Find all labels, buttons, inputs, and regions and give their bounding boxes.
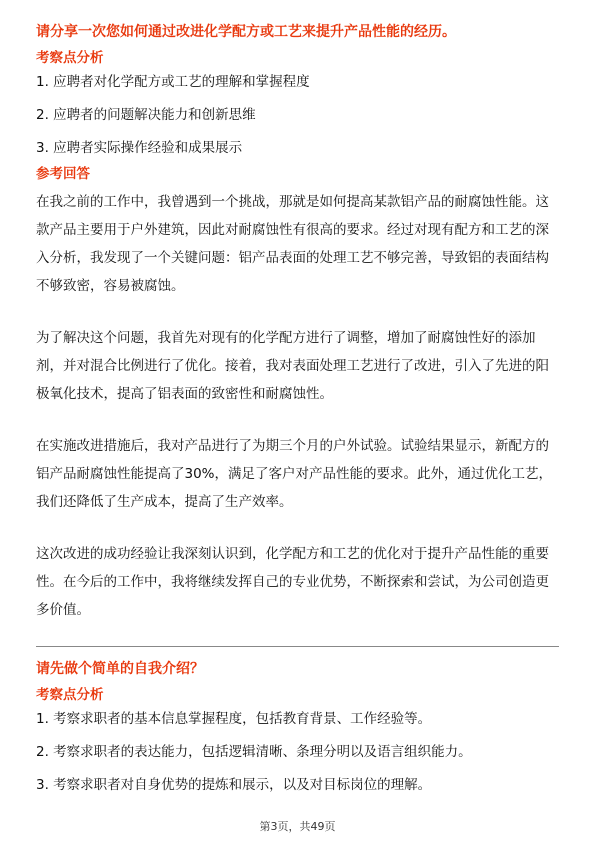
question-1-title: 请分享一次您如何通过改进化学配方或工艺来提升产品性能的经历。 (36, 24, 456, 40)
question-2-point: 3. 考察求职者对自身优势的提炼和展示，以及对目标岗位的理解。 (36, 777, 432, 793)
question-1-analysis-label: 考察点分析 (36, 50, 104, 66)
question-1-point: 1. 应聘者对化学配方或工艺的理解和掌握程度 (36, 74, 310, 90)
question-1-section (36, 22, 559, 624)
question-2-title: 请先做个简单的自我介绍？ (36, 661, 204, 677)
document-page (36, 22, 559, 795)
question-2-analysis-label: 考察点分析 (36, 687, 104, 703)
page-footer: 第3页，共49页 (259, 820, 336, 833)
answer-paragraph: 在我之前的工作中，我曾遇到一个挑战，那就是如何提高某款铝产品的耐腐蚀性能。这款产品主要用于户外建筑，因此对耐腐蚀性有很高的要求。经过对现有配方和工艺的深入分析，我发现了一个关键问题：铝产品表面的处理工艺不够完善，导致铝的表面结构不够致密，容易被腐蚀。 (36, 194, 549, 294)
question-1-answer-label: 参考回答 (36, 166, 90, 182)
answer-paragraph: 在实施改进措施后，我对产品进行了为期三个月的户外试验。试验结果显示，新配方的铝产品耐腐蚀性能提高了30%，满足了客户对产品性能的要求。此外，通过优化工艺，我们还降低了生产成本，提高了生产效率。 (36, 438, 553, 510)
question-1-point: 3. 应聘者实际操作经验和成果展示 (36, 140, 243, 156)
answer-paragraph: 这次改进的成功经验让我深刻认识到，化学配方和工艺的优化对于提升产品性能的重要性。在今后的工作中，我将继续发挥自己的专业优势，不断探索和尝试，为公司创造更多价值。 (36, 546, 549, 618)
section-divider (36, 646, 559, 647)
answer-paragraph: 为了解决这个问题，我首先对现有的化学配方进行了调整，增加了耐腐蚀性好的添加剂，并对混合比例进行了优化。接着，我对表面处理工艺进行了改进，引入了先进的阳极氧化技术，提高了铝表面的致密性和耐腐蚀性。 (36, 330, 549, 402)
question-2-section (36, 659, 559, 795)
question-2-point: 2. 考察求职者的表达能力，包括逻辑清晰、条理分明以及语言组织能力。 (36, 744, 472, 760)
question-1-point: 2. 应聘者的问题解决能力和创新思维 (36, 107, 256, 123)
question-2-point: 1. 考察求职者的基本信息掌握程度，包括教育背景、工作经验等。 (36, 711, 432, 727)
